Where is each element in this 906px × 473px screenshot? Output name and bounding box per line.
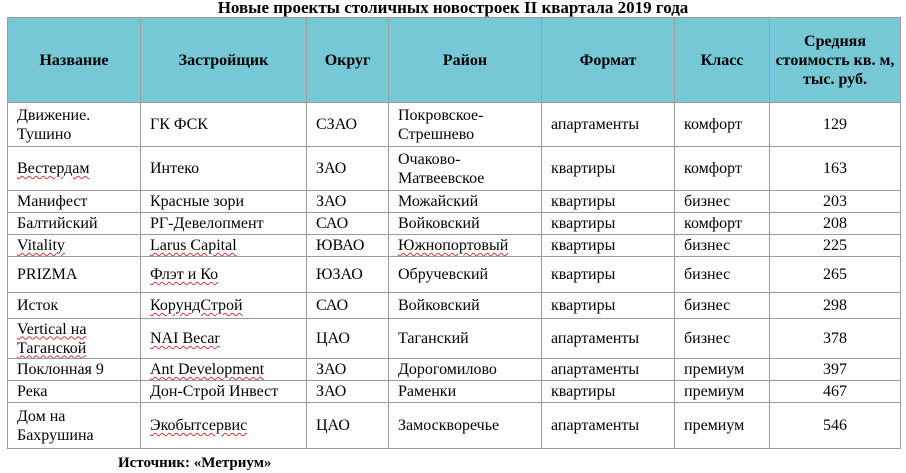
cell-price: 225 [770,235,901,257]
cell-name: Поклонная 9 [8,359,141,381]
cell-district [389,235,542,257]
cell-okrug: САО [307,213,389,235]
cell-class: комфорт [675,103,770,147]
cell-developer-text: Флэт и Ко [150,266,219,283]
table-row [8,147,901,191]
cell-price: 129 [770,103,901,147]
cell-format: квартиры [542,213,675,235]
cell-district: Таганский [389,319,542,359]
cell-developer [141,257,307,293]
cell-district: Покровское-Стрешнево [389,103,542,147]
cell-format: апартаменты [542,359,675,381]
cell-format: апартаменты [542,319,675,359]
cell-district: Очаково-Матвеевское [389,147,542,191]
header-developer: Застройщик [141,18,307,103]
header-okrug: Округ [307,18,389,103]
cell-format: квартиры [542,147,675,191]
table-row [8,103,901,147]
table-row [8,359,901,381]
cell-name: Исток [8,293,141,319]
cell-developer: ГК ФСК [141,103,307,147]
cell-name: Балтийский [8,213,141,235]
cell-format: квартиры [542,293,675,319]
header-row [8,18,901,103]
projects-table [7,17,901,449]
cell-price: 163 [770,147,901,191]
cell-okrug: ЗАО [307,191,389,213]
cell-price: 208 [770,213,901,235]
cell-okrug: ЗАО [307,381,389,403]
cell-developer: РГ-Девелопмент [141,213,307,235]
cell-name: Манифест [8,191,141,213]
header-name: Название [8,18,141,103]
cell-name: Река [8,381,141,403]
cell-price: 378 [770,319,901,359]
source-note: Источник: «Метриум» [118,455,272,471]
cell-price: 298 [770,293,901,319]
table-row [8,257,901,293]
cell-developer-text: КорундСтрой [150,297,243,314]
cell-class: комфорт [675,147,770,191]
cell-name-text: Вестердам [17,160,90,177]
cell-format: квартиры [542,191,675,213]
header-class: Класс [675,18,770,103]
cell-district: Войковский [389,293,542,319]
cell-okrug: ЗАО [307,359,389,381]
cell-class: комфорт [675,213,770,235]
cell-format: квартиры [542,257,675,293]
table-row [8,403,901,449]
table-row [8,235,901,257]
cell-developer [141,319,307,359]
cell-class: бизнес [675,293,770,319]
cell-format: квартиры [542,381,675,403]
cell-name-text: Vertical на Таганской [17,320,87,357]
cell-developer [141,403,307,449]
cell-developer-text: Экобытсервис [150,417,248,434]
cell-format: квартиры [542,235,675,257]
table-row [8,381,901,403]
cell-okrug: ЦАО [307,319,389,359]
cell-price: 203 [770,191,901,213]
cell-price: 467 [770,381,901,403]
cell-okrug: ЮЗАО [307,257,389,293]
cell-district: Раменки [389,381,542,403]
cell-class: бизнес [675,319,770,359]
table-title: Новые проекты столичных новостроек II квартала 2019 года [217,0,689,17]
cell-class: бизнес [675,257,770,293]
header-format: Формат [542,18,675,103]
cell-developer: Красные зори [141,191,307,213]
cell-name [8,147,141,191]
cell-class: премиум [675,403,770,449]
cell-class: бизнес [675,235,770,257]
cell-district: Дорогомилово [389,359,542,381]
cell-okrug: САО [307,293,389,319]
cell-price: 546 [770,403,901,449]
cell-okrug: СЗАО [307,103,389,147]
cell-class: бизнес [675,191,770,213]
cell-developer-text: NAI Becar [150,330,220,347]
cell-okrug: ЗАО [307,147,389,191]
cell-developer: Интеко [141,147,307,191]
cell-okrug: ЦАО [307,403,389,449]
cell-district-text: Южнопортовый [398,237,509,254]
cell-developer: Дон-Строй Инвест [141,381,307,403]
cell-developer [141,293,307,319]
cell-developer-text: Larus Capital [150,237,237,254]
cell-class: премиум [675,381,770,403]
cell-format: апартаменты [542,103,675,147]
table-row [8,319,901,359]
table-row [8,191,901,213]
cell-price: 265 [770,257,901,293]
cell-developer-text: Ant Development [150,361,265,378]
cell-district: Войковский [389,213,542,235]
cell-district: Можайский [389,191,542,213]
cell-format: апартаменты [542,403,675,449]
cell-name [8,319,141,359]
cell-district: Обручевский [389,257,542,293]
cell-okrug: ЮВАО [307,235,389,257]
cell-name-text: Vitality [17,237,65,254]
header-district: Район [389,18,542,103]
table-row [8,293,901,319]
cell-developer [141,359,307,381]
cell-name: Дом на Бахрушина [8,403,141,449]
header-price: Средняя стоимость кв. м, тыс. руб. [770,18,901,103]
cell-name: Движение. Тушино [8,103,141,147]
table-row [8,213,901,235]
cell-name: PRIZMA [8,257,141,293]
cell-name [8,235,141,257]
cell-developer [141,235,307,257]
cell-district: Замоскворечье [389,403,542,449]
cell-price: 397 [770,359,901,381]
cell-class: премиум [675,359,770,381]
